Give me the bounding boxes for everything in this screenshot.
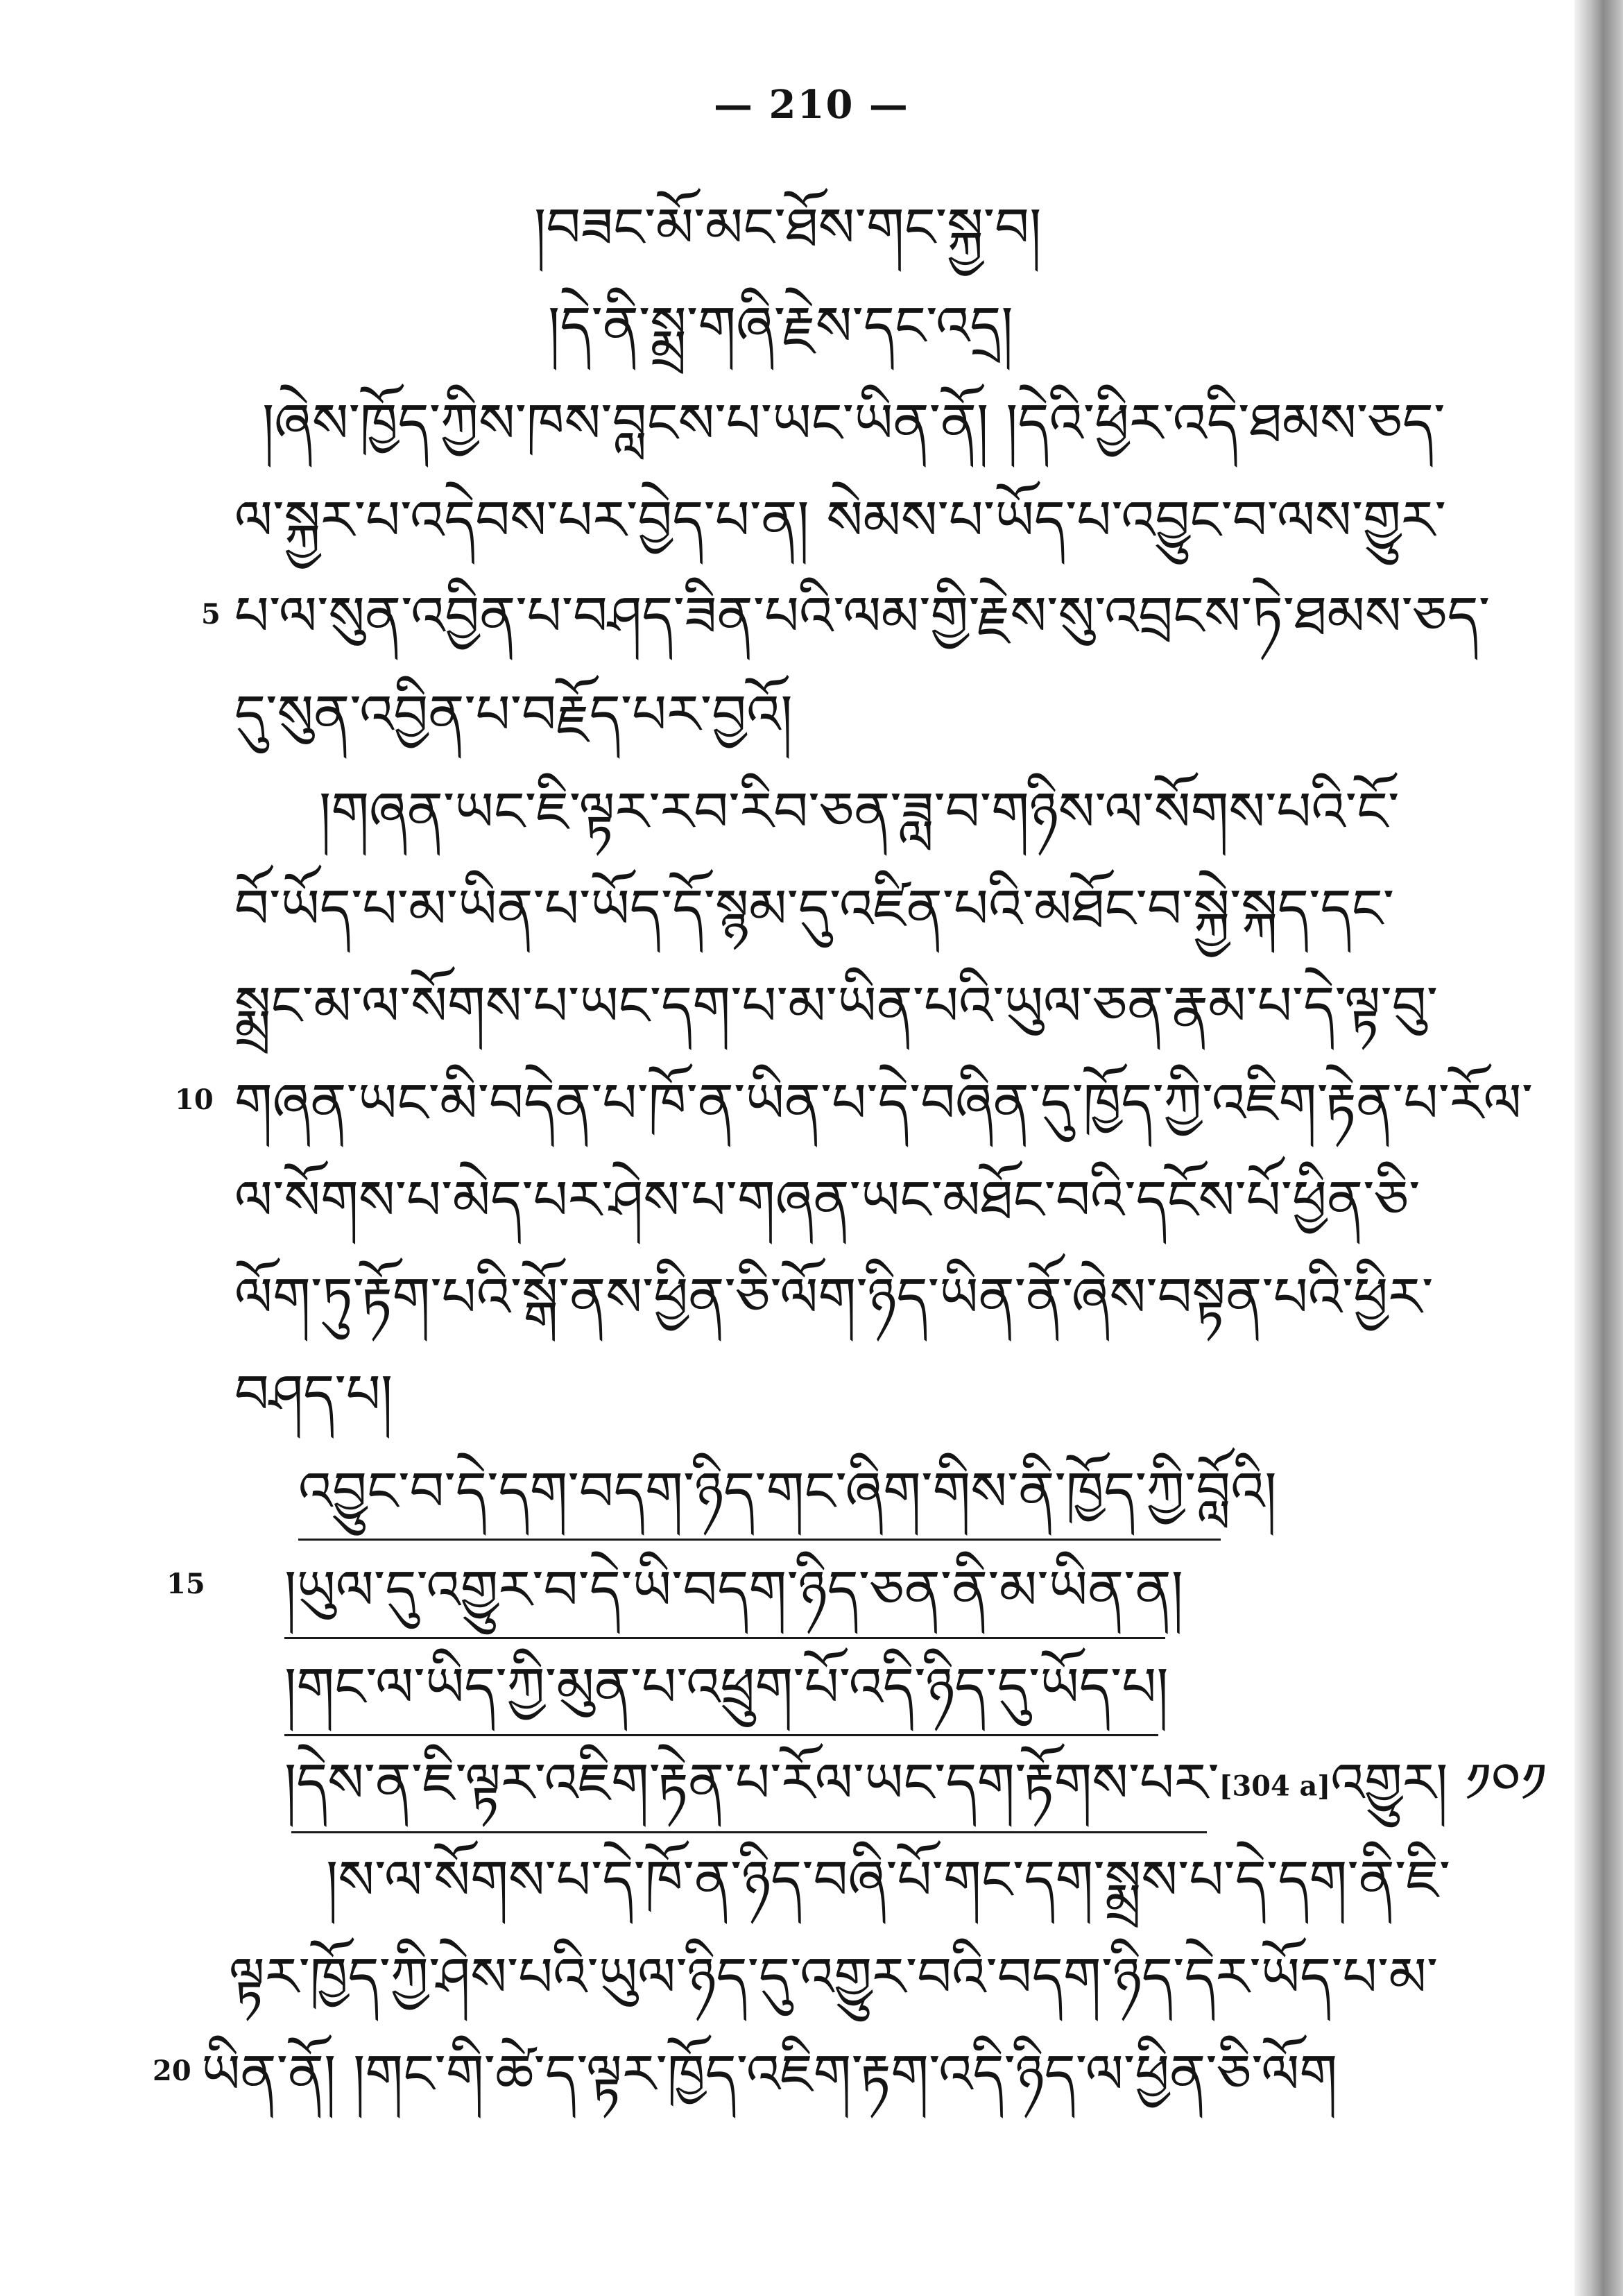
line-number: 15 [166, 1568, 205, 1600]
text-line: ལ་སོགས་པ་མེད་པར་ཤེས་པ་གཞན་ཡང་མཐོང་བའི་དངོས་པོ་ཕྱིན་ཅི་ [234, 1170, 1420, 1232]
verse-line: །དེ་ནི་སྨྲ་གཞི་རྗེས་དང་འདྲ། [548, 295, 1013, 358]
book-spine-shadow [1574, 0, 1623, 2296]
verse-text: །དེས་ན་ཇི་ལྟར་འཇིག་རྟེན་པ་རོལ་ཡང་དག་རྟོགས་པར་ [284, 1752, 1219, 1815]
text-line: སྨྲང་མ་ལ་སོགས་པ་ཡང་དག་པ་མ་ཡིན་པའི་ཡུལ་ཅན་རྣམ་པ་དེ་ལྟ་བུ་ [234, 975, 1439, 1038]
text-line: ཡིན་ནོ། །གང་གི་ཚེ་ད་ལྟར་ཁྱོད་འཇིག་རྟག་འདི་ཉིད་ལ་ཕྱིན་ཅི་ལོག [201, 2044, 1338, 2106]
line-number: 20 [153, 2055, 191, 2087]
text-line: བོ་ཡོད་པ་མ་ཡིན་པ་ཡོད་དོ་སྙམ་དུ་འཛིན་པའི་མཐོང་བ་སྐྱེ་སྐད་དང་ [234, 878, 1395, 941]
text-line: པ་ལ་སུན་འབྱིན་པ་བཤད་ཟིན་པའི་ལམ་གྱི་རྗེས་སུ་འབྲངས་ཏེ་ཐམས་ཅད་ [234, 585, 1491, 648]
verse-line: འབྱུང་བ་དེ་དག་བདག་ཉིད་གང་ཞིག་གིས་ནི་ཁྱོད་ཀྱི་བློའི། [298, 1461, 1277, 1523]
verse-line [284, 1752, 1547, 1815]
verse-underline [298, 1539, 1221, 1541]
line-number: 10 [175, 1083, 214, 1116]
verse-line: །བཟང་མོ་མང་ཐོས་གང་སྐྱ་བ། [534, 197, 1042, 259]
verse-line: །ཡུལ་དུ་འགྱུར་བ་དེ་ཡི་བདག་ཉིད་ཅན་ནི་མ་ཡིན་ན། [284, 1559, 1183, 1622]
line-number: 5 [201, 598, 221, 631]
verse-underline [291, 1831, 1207, 1833]
text-line: །ས་ལ་སོགས་པ་དེ་ཁོ་ན་ཉིད་བཞི་པོ་གང་དག་སྨྲས་པ་དེ་དག་ནི་ཇི་ [326, 1849, 1451, 1912]
text-line: །ཞེས་ཁྱོད་ཀྱིས་ཁས་བླངས་པ་ཡང་ཡིན་ནོ། །དེའི་ཕྱིར་འདི་ཐམས་ཅད་ [262, 393, 1445, 455]
text-line: ལ་སྐྱར་པ་འདེབས་པར་བྱེད་པ་ན། སེམས་པ་ཡོད་པ་འབྱུང་བ་ལས་གྱུར་ [234, 490, 1446, 552]
verse-underline [284, 1734, 1158, 1736]
text-line: བཤད་པ། [234, 1364, 393, 1426]
page-number: — 210 — [714, 82, 909, 128]
verse-underline [284, 1637, 1165, 1639]
verse-tail: འགྱུར། ༡༠༡ [1330, 1752, 1547, 1815]
folio-marker: [304 a] [1219, 1770, 1331, 1803]
text-line: །གཞན་ཡང་ཇི་ལྟར་རབ་རིབ་ཅན་ཟླ་བ་གཉིས་ལ་སོགས་པའི་ངོ་ [319, 781, 1400, 843]
text-line: དུ་སུན་འབྱིན་པ་བརྗོད་པར་བྱའོ། [234, 684, 793, 746]
text-line: ལོག་ཏུ་རྟོག་པའི་སྒོ་ནས་ཕྱིན་ཅི་ལོག་ཉིད་ཡིན་ནོ་ཞེས་བསྟན་པའི་ཕྱིར་ [234, 1267, 1434, 1329]
text-line: ལྟར་ཁྱོད་ཀྱི་ཤེས་པའི་ཡུལ་ཉིད་དུ་འགྱུར་བའི་བདག་ཉིད་དེར་ཡོད་པ་མ་ [229, 1946, 1439, 2009]
verse-line: །གང་ལ་ཡིད་ཀྱི་མུན་པ་འཕྲུག་པོ་འདི་ཉིད་དུ་ཡོད་པ། [284, 1656, 1169, 1719]
text-line: གཞན་ཡང་མི་བདེན་པ་ཁོ་ན་ཡིན་པ་དེ་བཞིན་དུ་ཁྱོད་ཀྱི་འཇིག་རྟེན་པ་རོལ་ [234, 1072, 1534, 1135]
